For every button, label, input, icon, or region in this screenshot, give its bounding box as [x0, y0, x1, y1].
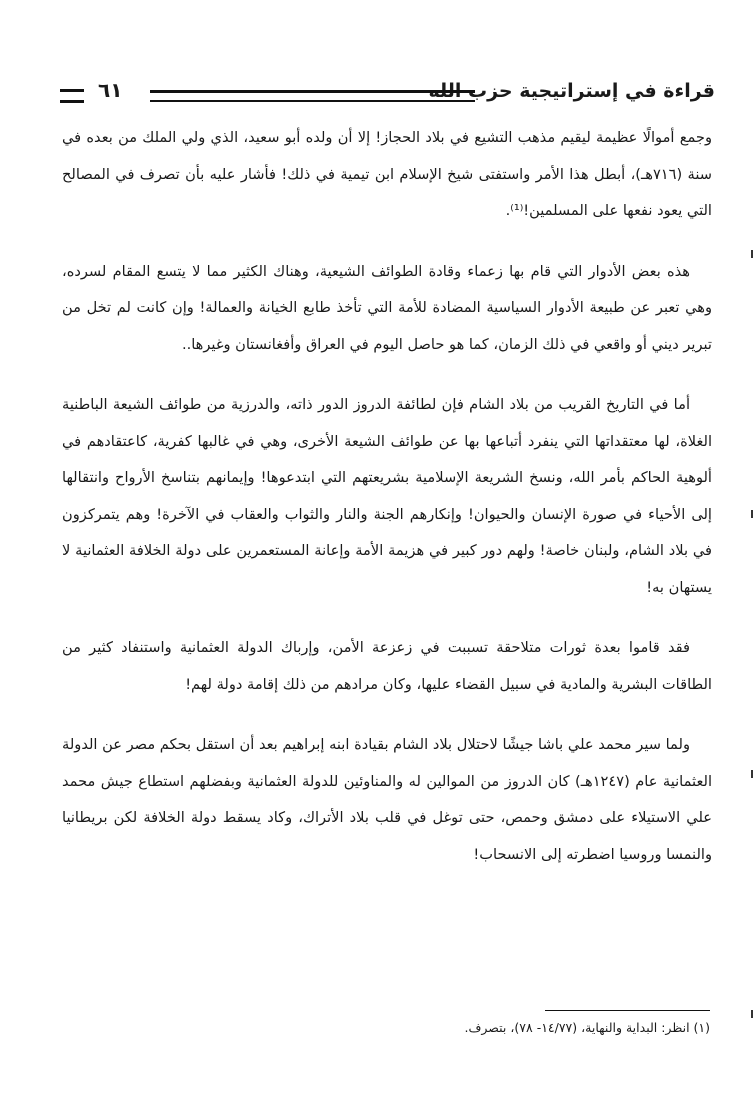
header-decorative-rule: [150, 90, 475, 102]
footnote: (١) انظر: البداية والنهاية، (١٤/٧٧- ٧٨)، بتصرف.: [464, 1020, 710, 1035]
paragraph-1: وجمع أموالًا عظيمة ليقيم مذهب التشيع في بلاد الحجاز! إلا أن ولده أبو سعيد، الذي ولي الملك من بعده في سنة (٧١٦هـ)، أبطل هذا الأمر واستفتى شيخ الإسلام ابن تيمية في ذلك! فأشار عليه بأن تصرف في المصالح التي يعود نفعها على المسلمين!⁽¹⁾.: [62, 129, 712, 219]
running-header: [60, 78, 715, 112]
header-double-line-mark: [60, 89, 84, 103]
page-number: ٦١: [98, 78, 123, 102]
scan-edge-mark: [751, 770, 753, 778]
paragraph-3: أما في التاريخ القريب من بلاد الشام فإن لطائفة الدروز الدور ذاته، والدرزية من طوائف الشيعة الباطنية الغلاة، لها معتقداتها التي ينفرد أتباعها بها عن طوائف الشيعة الأخرى، وهي في غالبها كفرية، كاعتقادهم في ألوهية الحاكم بأمر الله، ونسخ الشريعة الإسلامية بشريعتهم التي ابتدعوها! وإيمانهم بتناسخ الأرواح وانتقالها إلى الأحياء في صورة الإنسان والحيوان! وإنكارهم الجنة والنار والثواب والعقاب في الآخرة! وهم يتمركزون في بلاد الشام، ولبنان خاصة! ولهم دور كبير في هزيمة الأمة وإعانة المستعمرين على دولة الخلافة العثمانية لا يستهان به!: [62, 396, 712, 596]
book-title: قراءة في إستراتيجية حزب الله: [428, 80, 715, 102]
paragraph-5: ولما سير محمد علي باشا جيشًا لاحتلال بلاد الشام بقيادة ابنه إبراهيم بعد أن استقل بحكم مصر عن الدولة العثمانية عام (١٢٤٧هـ) كان الدروز من الموالين له والمناوئين للدولة العثمانية وبفضلهم استطاع جيش محمد علي الاستيلاء على دمشق وحمص، حتى توغل في قلب بلاد الأتراك، وكاد يسقط دولة الخلافة لكن بريطانيا والنمسا وروسيا اضطرته إلى الانسحاب!: [62, 736, 712, 863]
footnote-separator: [545, 1010, 710, 1011]
scan-edge-mark: [751, 510, 753, 518]
scan-edge-mark: [751, 250, 753, 258]
scan-edge-mark: [751, 1010, 753, 1018]
paragraph-4: فقد قاموا بعدة ثورات متلاحقة تسببت في زعزعة الأمن، وإرباك الدولة العثمانية واستنفاد كثير من الطاقات البشرية والمادية في سبيل القضاء عليها، وكان مرادهم من ذلك إقامة دولة لهم!: [62, 639, 712, 693]
paragraph-2: هذه بعض الأدوار التي قام بها زعماء وقادة الطوائف الشيعية، وهناك الكثير مما لا يتسع المقام لسرده، وهي تعبر عن طبيعة الأدوار السياسية المضادة للأمة التي تأخذ طابع الخيانة والعمالة! وإن كانت لم تخل من تبرير ديني أو واقعي في ذلك الزمان، كما هو حاصل اليوم في العراق وأفغانستان وغيرها..: [62, 262, 712, 353]
body-text: [62, 120, 712, 897]
